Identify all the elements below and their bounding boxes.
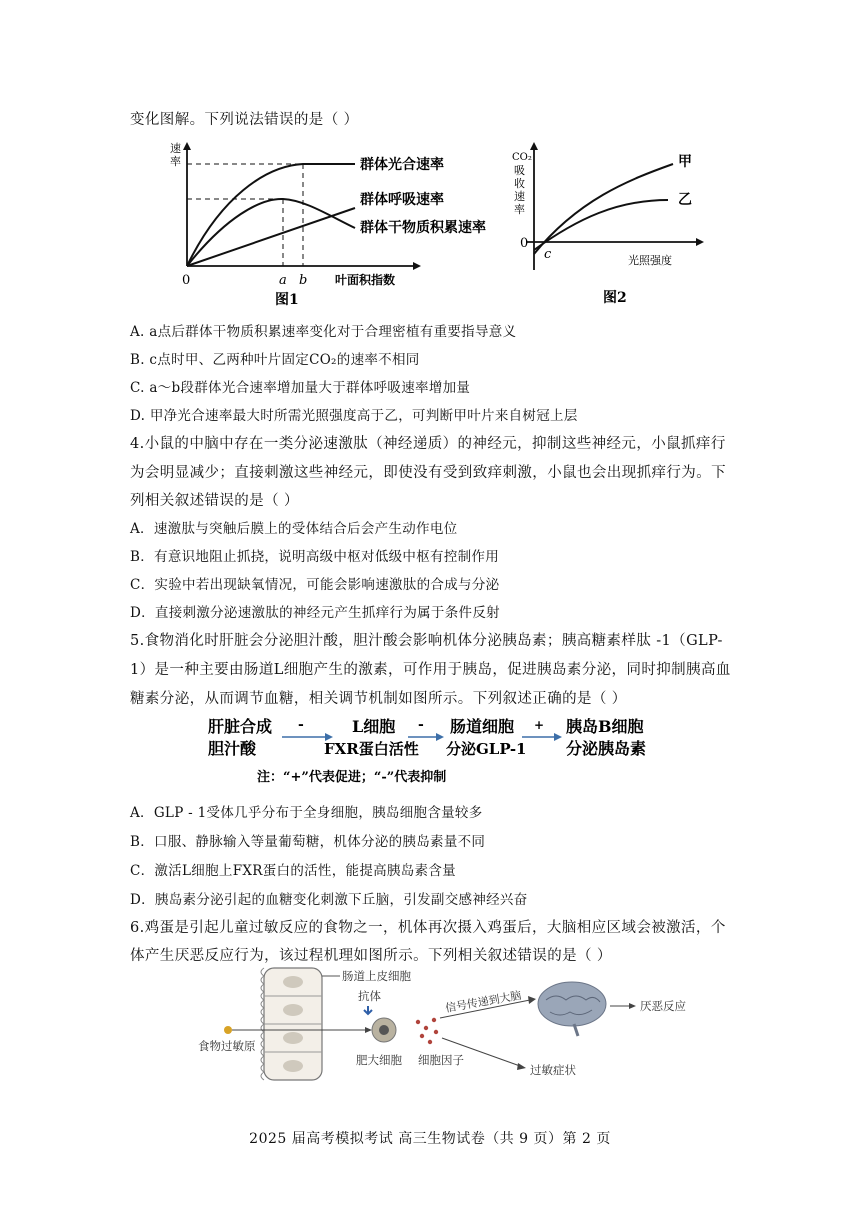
fig2-label-jia: 甲	[678, 154, 692, 170]
fig1-ylabel-1: 速	[170, 142, 181, 155]
label-aversion: 厌恶反应	[640, 999, 686, 1013]
q5-flow-svg	[200, 713, 670, 793]
q6-mechanism-diagram	[190, 966, 700, 1086]
flow-box4-line2: 分泌胰岛素	[566, 739, 647, 758]
question-intro-line: 变化图解。下列说法错误的是（ ）	[130, 112, 359, 128]
q4-option-c: C．实验中若出现缺氧情况，可能会影响速激肽的合成与分泌	[130, 577, 500, 593]
fig1-label-dry-matter: 群体干物质积累速率	[360, 220, 486, 236]
q5-stem-line-1: 5.食物消化时肝脏会分泌胆汁酸，胆汁酸会影响机体分泌胰岛素；胰高糖素样肽 -1（GLP-	[130, 633, 723, 649]
fig1-xlabel: 叶面积指数	[335, 273, 396, 287]
flow-sign-2: -	[418, 717, 424, 733]
fig1-ylabel-2: 率	[170, 155, 181, 168]
allergen-arrowhead	[365, 1027, 372, 1033]
fig2-ylabel-0: CO₂	[512, 152, 532, 163]
flow-box1-line2: 胆汁酸	[208, 739, 257, 758]
q5-option-b: B．口服、静脉输入等量葡萄糖，机体分泌的胰岛素量不同	[130, 834, 486, 850]
q5-flow-diagram	[200, 713, 670, 793]
fig2-origin: 0	[520, 236, 529, 251]
fig1-tick-a: a	[279, 273, 287, 288]
figure-2-graph	[508, 140, 708, 310]
fig1-label-respiration: 群体呼吸速率	[360, 192, 444, 208]
fig2-ylabel-3: 速	[514, 190, 525, 203]
fig2-label-yi: 乙	[678, 192, 692, 208]
figure-1	[165, 138, 510, 308]
fig2-xlabel: 光照强度	[628, 254, 672, 267]
aversion-arrowhead	[629, 1003, 636, 1009]
brain-icon	[538, 982, 606, 1036]
q4-stem-line-1: 4.小鼠的中脑中存在一类分泌速激肽（神经递质）的神经元，抑制这些神经元，小鼠抓痒行	[130, 436, 726, 452]
flow-box3-line2: 分泌GLP-1	[446, 740, 527, 758]
symptom-arrowhead	[517, 1063, 526, 1070]
q4-stem-line-3: 列相关叙述错误的是（ ）	[130, 493, 299, 509]
fig1-curve-dry-matter	[187, 199, 355, 266]
q5-stem-line-3: 糖素分泌，从而调节血糖，相关调节机制如图所示。下列叙述正确的是（ ）	[130, 691, 627, 707]
allergen-dot	[224, 1026, 232, 1034]
q5-option-c: C．激活L细胞上FXR蛋白的活性，能提高胰岛素含量	[130, 863, 456, 879]
q3-option-c: C. a～b段群体光合速率增加量大于群体呼吸速率增加量	[130, 380, 471, 396]
flow-box4-line1: 胰岛B细胞	[566, 717, 644, 736]
label-mast-cell: 肥大细胞	[356, 1053, 402, 1067]
fig2-x-arrow	[696, 238, 704, 246]
cytokine-dots	[416, 1018, 438, 1044]
figure-1-graph	[165, 138, 510, 308]
page-footer: 2025 届高考模拟考试 高三生物试卷（共 9 页）第 2 页	[249, 1131, 611, 1147]
label-antibody: 抗体	[358, 989, 381, 1003]
label-epithelium: 肠道上皮细胞	[342, 969, 411, 983]
flow-box1-line1: 肝脏合成	[208, 717, 273, 736]
fig2-ylabel-1: 吸	[514, 164, 525, 177]
label-symptom: 过敏症状	[530, 1063, 576, 1077]
fig1-tick-b: b	[299, 273, 308, 288]
q4-stem-line-2: 为会明显减少；直接刺激这些神经元，即使没有受到致痒刺激，小鼠也会出现抓痒行为。下	[130, 465, 726, 481]
mast-cell-nucleus	[379, 1025, 389, 1035]
flow-arrowhead-2	[436, 733, 444, 741]
q3-option-a: A. a点后群体干物质积累速率变化对于合理密植有重要指导意义	[130, 324, 517, 340]
fig2-ylabel-2: 收	[514, 177, 525, 190]
q5-option-a: A．GLP - 1受体几乎分布于全身细胞，胰岛细胞含量较多	[130, 805, 483, 821]
q5-option-d: D．胰岛素分泌引起的血糖变化刺激下丘脑，引发副交感神经兴奋	[130, 892, 528, 908]
flow-sign-3: +	[534, 718, 545, 732]
flow-note: 注：“+”代表促进；“-”代表抑制	[257, 770, 447, 785]
label-cytokine: 细胞因子	[418, 1053, 464, 1067]
flow-box2-line1: L细胞	[352, 717, 396, 736]
fig2-y-arrow	[530, 142, 538, 150]
fig1-origin: 0	[182, 273, 191, 288]
fig1-x-arrow	[413, 262, 421, 270]
q4-option-b: B．有意识地阻止抓挠，说明高级中枢对低级中枢有控制作用	[130, 549, 500, 565]
label-signal: 信号传递到大脑	[444, 988, 523, 1015]
fig1-label-photosynthesis: 群体光合速率	[360, 157, 444, 173]
q3-option-d: D. 甲净光合速率最大时所需光照强度高于乙，可判断甲叶片来自树冠上层	[130, 408, 578, 424]
signal-arrowhead	[528, 996, 536, 1004]
fig2-ylabel-4: 率	[514, 203, 525, 216]
fig1-caption: 图1	[275, 292, 299, 308]
flow-sign-1: -	[298, 717, 304, 733]
fig2-caption: 图2	[603, 290, 627, 306]
figure-2	[508, 140, 708, 310]
epithelium-cells	[261, 968, 322, 1080]
q5-stem-line-2: 1）是一种主要由肠道L细胞产生的激素，可作用于胰岛，促进胰岛素分泌，同时抑制胰高血	[130, 662, 731, 678]
fig2-curve-jia	[534, 164, 673, 254]
antibody-icon	[364, 1006, 372, 1014]
flow-box3-line1: 肠道细胞	[450, 717, 515, 736]
q6-stem-line-1: 6.鸡蛋是引起儿童过敏反应的食物之一，机体再次摄入鸡蛋后，大脑相应区域会被激活，个	[130, 920, 726, 936]
flow-arrowhead-3	[554, 733, 562, 741]
q6-stem-line-2: 体产生厌恶反应行为，该过程机理如图所示。下列相关叙述错误的是（ ）	[130, 948, 612, 964]
fig2-tick-c: c	[544, 247, 552, 262]
q4-option-d: D．直接刺激分泌速激肽的神经元产生抓痒行为属于条件反射	[130, 605, 500, 621]
flow-box2-line2: FXR蛋白活性	[324, 740, 419, 758]
q4-option-a: A．速激肽与突触后膜上的受体结合后会产生动作电位	[130, 521, 458, 537]
label-allergen: 食物过敏原	[198, 1039, 256, 1053]
q3-option-b: B. c点时甲、乙两种叶片固定CO₂的速率不相同	[130, 352, 420, 368]
q6-mechanism-svg	[190, 966, 700, 1086]
fig1-y-arrow	[183, 142, 191, 150]
